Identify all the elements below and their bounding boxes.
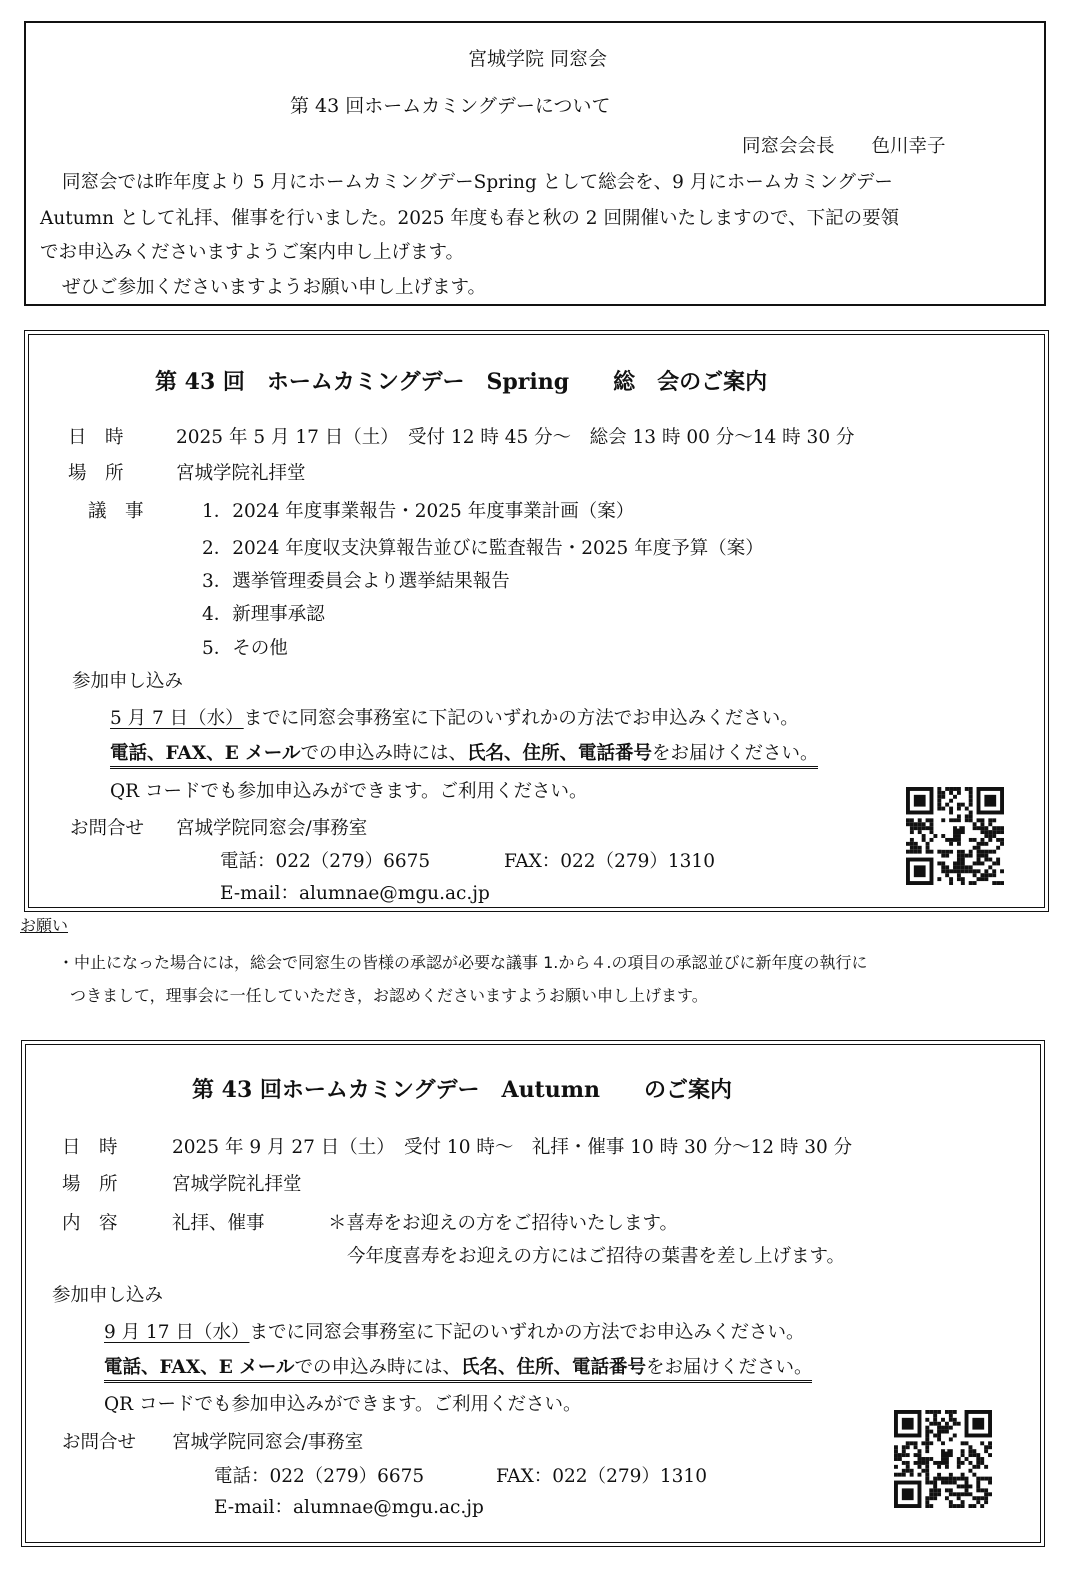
autumn-required-rest: をお届けください。 xyxy=(645,1357,813,1378)
spring-fax: FAX：022（279）1310 xyxy=(504,851,715,872)
autumn-contact-org: 宮城学院同窓会/事務室 xyxy=(172,1432,364,1453)
spring-required: 氏名、住所、電話番号 xyxy=(466,743,652,764)
autumn-content-note: ＊喜寿をお迎えの方をご招待いたします。 xyxy=(328,1213,679,1234)
intro-subtitle: 第 43 回ホームカミングデーについて xyxy=(290,95,611,117)
autumn-content-note: 今年度喜寿をお迎えの方にはご招待の葉書を差し上げます。 xyxy=(347,1246,846,1267)
spring-agenda-item: 4．新理事承認 xyxy=(202,604,325,625)
autumn-deadline-rest: までに同窓会事務室に下記のいずれかの方法でお申込みください。 xyxy=(249,1322,805,1343)
autumn-email: E-mail：alumnae@mgu.ac.jp xyxy=(214,1497,484,1518)
autumn-apply-label: 参加申し込み xyxy=(52,1285,164,1306)
request-label: お願い xyxy=(20,916,69,935)
spring-apply-label: 参加申し込み xyxy=(72,671,184,692)
autumn-deadline-line xyxy=(104,1318,804,1344)
spring-methods: 電話、FAX、E メール xyxy=(110,743,301,764)
autumn-content-label: 内 容 xyxy=(62,1213,118,1234)
intro-para-line: Autumn として礼拝、催事を行いました。2025 年度も春と秋の 2 回開催いたしますので、下記の要領 xyxy=(40,208,900,229)
spring-tel: 電話：022（279）6675 xyxy=(220,851,431,872)
spring-deadline: 5 月 7 日（水） xyxy=(110,708,244,729)
spring-contact-label: お問合せ xyxy=(70,818,145,839)
spring-qr-code[interactable] xyxy=(906,787,1004,885)
spring-required-rest: をお届けください。 xyxy=(651,743,819,764)
autumn-heading: 第 43 回ホームカミングデー Autumn のご案内 xyxy=(192,1077,732,1103)
spring-date-value: 2025 年 5 月 17 日（土） 受付 12 時 45 分～ 総会 13 時 00 分～14 時 30 分 xyxy=(176,427,855,448)
request-line: ・中止になった場合には，総会で同窓生の皆様の承認が必要な議事 1.から４.の項目の承認並びに新年度の執行に xyxy=(58,953,868,972)
spring-methods-line xyxy=(110,739,818,769)
request-line: つきまして，理事会に一任していただき，お認めくださいますようお願い申し上げます。 xyxy=(70,986,708,1005)
spring-email: E-mail：alumnae@mgu.ac.jp xyxy=(220,883,490,904)
autumn-qr-code[interactable] xyxy=(894,1410,992,1508)
intro-para-line: でお申込みくださいますようご案内申し上げます。 xyxy=(40,242,465,263)
spring-agenda-item: 3．選挙管理委員会より選挙結果報告 xyxy=(202,571,510,592)
spring-heading: 第 43 回 ホームカミングデー Spring 総 会のご案内 xyxy=(155,369,768,395)
autumn-deadline: 9 月 17 日（水） xyxy=(104,1322,250,1343)
intro-para-line: 同窓会では昨年度より 5 月にホームカミングデーSpring として総会を、9 月にホームカミングデー xyxy=(62,172,893,193)
autumn-content-value: 礼拝、催事 xyxy=(172,1213,265,1234)
autumn-methods-mid: での申込み時には、 xyxy=(294,1357,461,1378)
spring-deadline-line xyxy=(110,704,799,730)
spring-date-label: 日 時 xyxy=(68,427,124,448)
intro-president: 同窓会会長 色川幸子 xyxy=(742,136,946,157)
spring-contact-org: 宮城学院同窓会/事務室 xyxy=(176,818,368,839)
spring-agenda-label: 議 事 xyxy=(88,501,144,522)
spring-agenda-item: 5．その他 xyxy=(202,638,288,659)
spring-qr-note: QR コードでも参加申込みができます。ご利用ください。 xyxy=(110,781,588,802)
autumn-place-label: 場 所 xyxy=(62,1174,118,1195)
spring-deadline-rest: までに同窓会事務室に下記のいずれかの方法でお申込みください。 xyxy=(243,708,799,729)
spring-place-label: 場 所 xyxy=(68,463,124,484)
autumn-required: 氏名、住所、電話番号 xyxy=(460,1357,646,1378)
autumn-contact-label: お問合せ xyxy=(62,1432,137,1453)
autumn-tel: 電話：022（279）6675 xyxy=(214,1466,425,1487)
autumn-place-value: 宮城学院礼拝堂 xyxy=(172,1174,302,1195)
intro-title: 宮城学院 同窓会 xyxy=(467,48,608,70)
spring-agenda-item: 2．2024 年度収支決算報告並びに監査報告・2025 年度予算（案） xyxy=(202,538,764,559)
spring-place-value: 宮城学院礼拝堂 xyxy=(176,463,306,484)
autumn-fax: FAX：022（279）1310 xyxy=(496,1466,707,1487)
autumn-date-value: 2025 年 9 月 27 日（土） 受付 10 時～ 礼拝・催事 10 時 30 分～12 時 30 分 xyxy=(172,1137,853,1158)
spring-methods-mid: での申込み時には、 xyxy=(300,743,467,764)
autumn-qr-note: QR コードでも参加申込みができます。ご利用ください。 xyxy=(104,1394,582,1415)
autumn-methods: 電話、FAX、E メール xyxy=(104,1357,295,1378)
intro-para-line: ぜひご参加くださいますようお願い申し上げます。 xyxy=(62,277,487,298)
autumn-date-label: 日 時 xyxy=(62,1137,118,1158)
spring-agenda-item: 1．2024 年度事業報告・2025 年度事業計画（案） xyxy=(202,501,635,522)
autumn-methods-line xyxy=(104,1353,812,1383)
